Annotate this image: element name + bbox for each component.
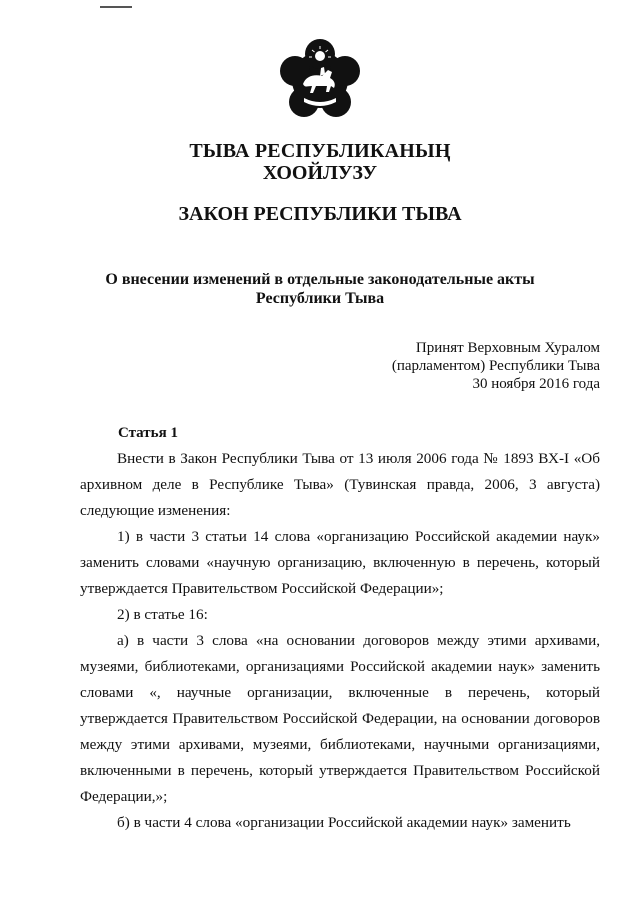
tuva-coat-of-arms-icon [276,34,364,122]
article-heading: Статья 1 [118,425,178,441]
paragraph: а) в части 3 слова «на основании договоров между этими архивами, музеями, библиотеками, организациями Российской академии наук» заменить словами «, научные организации, включенные в перечень, который утверждается Правительством Российской Федерации, на основании договоров между этими архивами, музеями, библиотеками, научными организациями, включенными в перечень, который утверждается Правительством Российской Федерации,»; [80,632,600,805]
title-tuvan-line1: ТЫВА РЕСПУБЛИКАНЫҢ [189,140,451,162]
law-subtitle [0,270,640,308]
paragraph: 2) в статье 16: [117,606,208,623]
adoption-block [280,339,600,393]
scan-mark [100,6,132,8]
title-tuvan-line2: ХООЙЛУЗУ [262,162,378,184]
title-russian: ЗАКОН РЕСПУБЛИКИ ТЫВА [178,203,462,225]
paragraph: б) в части 4 слова «организации Российской академии наук» заменить [117,814,571,831]
adopted-line2: (парламентом) Республики Тыва [391,358,600,374]
subtitle-line1: О внесении изменений в отдельные законодательные акты [105,271,535,288]
paragraph: Внести в Закон Республики Тыва от 13 июля 2006 года № 1893 ВХ-I «Об архивном деле в Республике Тыва» (Тувинская правда, 2006, 3 августа) следующие изменения: [80,450,600,519]
subtitle-line2: Республики Тыва [255,290,385,307]
adopted-line1: Принят Верховным Хуралом [415,340,600,356]
article-body [80,446,600,836]
paragraph: 1) в части 3 статьи 14 слова «организацию Российской академии наук» заменить словами «научную организацию, включенную в перечень, который утверждается Правительством Российской Федерации»; [80,528,600,597]
adopted-date: 30 ноября 2016 года [472,376,600,392]
